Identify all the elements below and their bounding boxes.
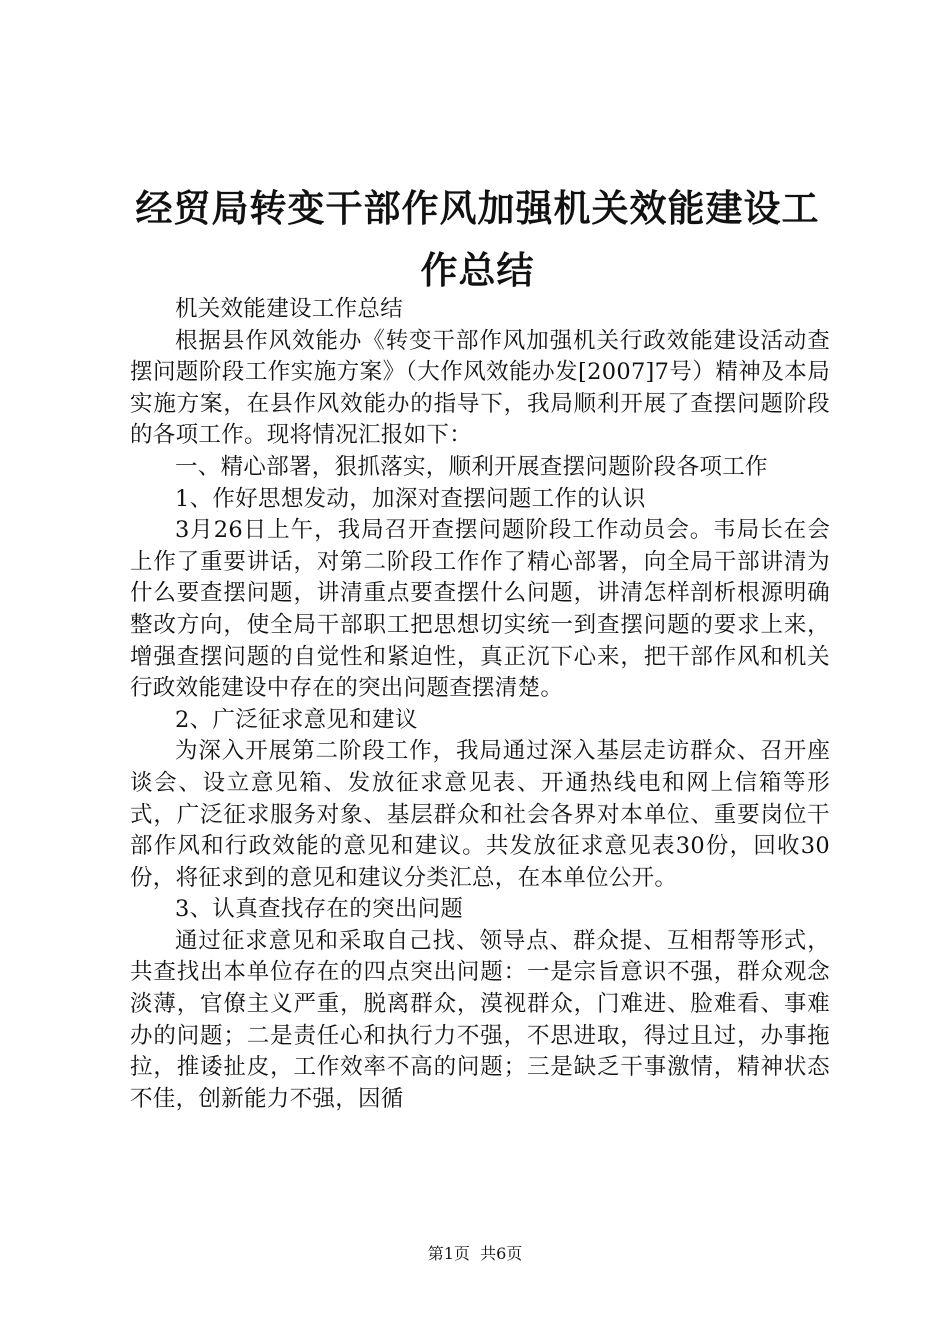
- subsection-heading-1: 1、作好思想发动，加深对查摆问题工作的认识: [175, 485, 646, 512]
- document-title: 经贸局转变干部作风加强机关效能建设工作总结: [135, 187, 820, 292]
- body-paragraph: 通过征求意见和采取自己找、领导点、群众提、互相帮等形式，共查找出本单位存在的四点突出问题：一是宗旨意识不强，群众观念淡薄，官僚主义严重，脱离群众，漠视群众，门难进、脸难看、事难办的问题；二是责任心和执行力不强，不思进取，得过且过，办事拖拉，推诿扯皮，工作效率不高的问题；三是缺乏干事激情，精神状态不佳，创新能力不强，因循: [130, 927, 830, 1112]
- subtitle-paragraph: 机关效能建设工作总结: [175, 296, 404, 322]
- page-total: 共6页: [480, 1244, 523, 1263]
- section-heading-1: 一、精心部署，狠抓落实，顺利开展查摆问题阶段各项工作: [175, 453, 768, 480]
- subsection-heading-2: 2、广泛征求意见和建议: [175, 706, 418, 733]
- intro-paragraph: 根据县作风效能办《转变干部作风加强机关行政效能建设活动查摆问题阶段工作实施方案》（大作风效能办发[2007]7号）精神及本局实施方案，在县作风效能办的指导下，我局顺利开展了查摆问题阶段的各项工作。现将情况汇报如下：: [130, 327, 830, 449]
- document-body: [130, 294, 830, 1115]
- body-paragraph: 3月26日上午，我局召开查摆问题阶段工作动员会。韦局长在会上作了重要讲话，对第二阶段工作作了精心部署，向全局干部讲清为什么要查摆问题，讲清重点要查摆什么问题，讲清怎样剖析根源明确整改方向，使全局干部职工把思想切实统一到查摆问题的要求上来，增强查摆问题的自觉性和紧迫性，真正沉下心来，把干部作风和机关行政效能建设中存在的突出问题查摆清楚。: [130, 517, 830, 702]
- subsection-heading-3: 3、认真查找存在的突出问题: [175, 896, 464, 923]
- page-number: 第1页: [427, 1244, 470, 1263]
- page-footer: [0, 1243, 950, 1265]
- body-paragraph: 为深入开展第二阶段工作，我局通过深入基层走访群众、召开座谈会、设立意见箱、发放征求意见表、开通热线电和网上信箱等形式，广泛征求服务对象、基层群众和社会各界对本单位、重要岗位干部作风和行政效能的意见和建议。共发放征求意见表30份，回收30份，将征求到的意见和建议分类汇总，在本单位公开。: [130, 738, 830, 891]
